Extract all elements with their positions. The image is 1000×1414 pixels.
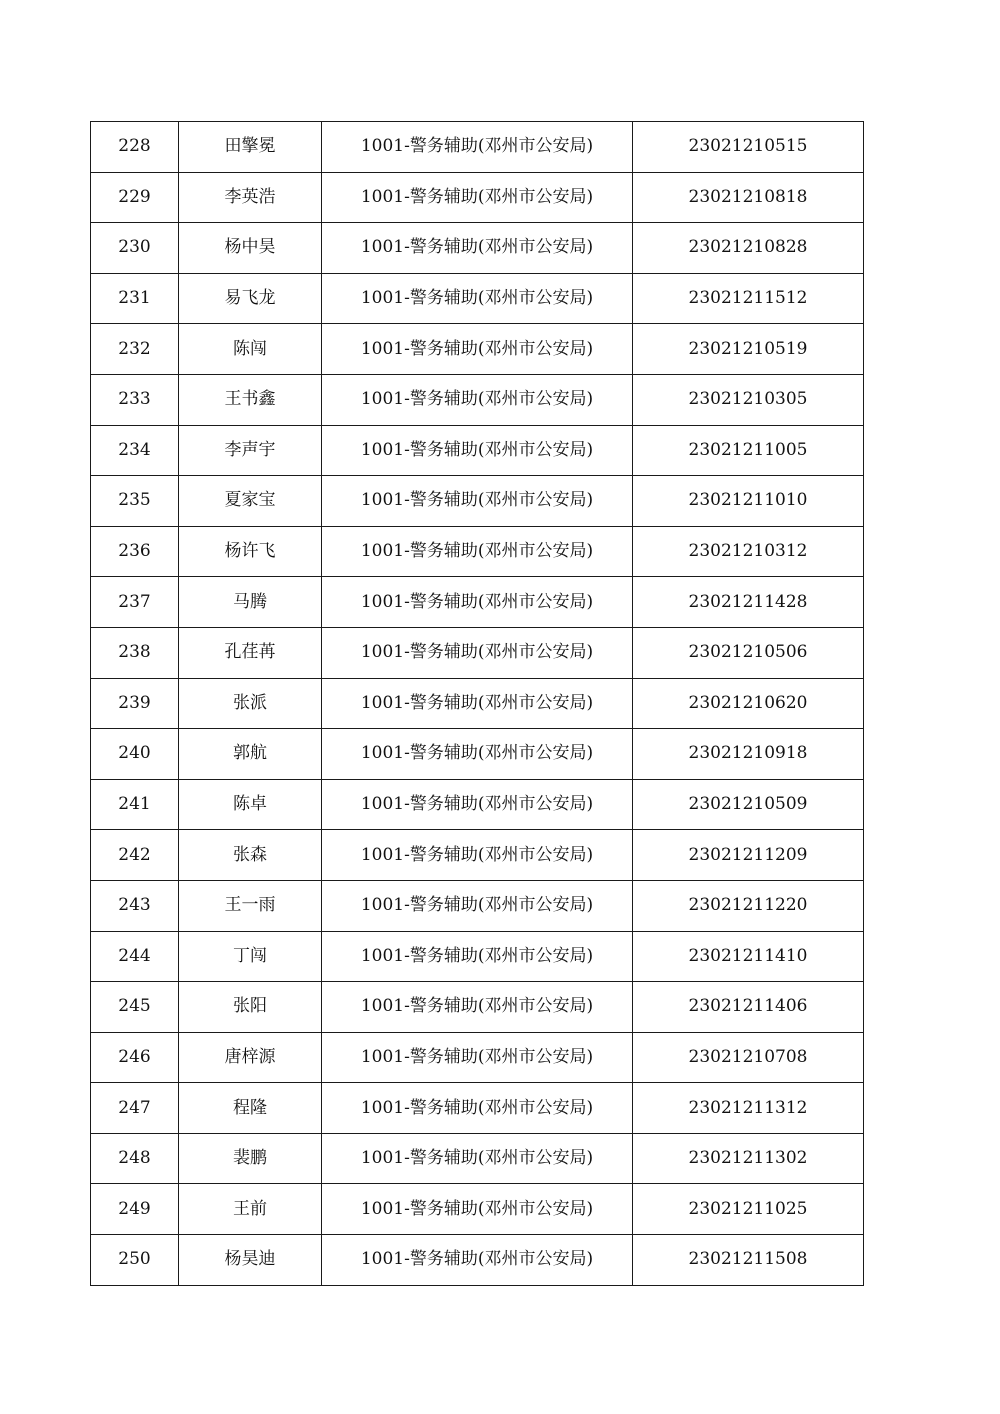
exam-ticket-number-cell: 23021211220 xyxy=(633,880,864,931)
candidate-name-cell: 易飞龙 xyxy=(179,273,322,324)
exam-ticket-number-cell: 23021211312 xyxy=(633,1083,864,1134)
exam-ticket-number-cell: 23021210818 xyxy=(633,172,864,223)
serial-number-cell: 248 xyxy=(91,1133,179,1184)
exam-ticket-number-cell: 23021211428 xyxy=(633,577,864,628)
candidate-name-cell: 张阳 xyxy=(179,982,322,1033)
exam-ticket-number-cell: 23021210620 xyxy=(633,678,864,729)
exam-ticket-number-cell: 23021211025 xyxy=(633,1184,864,1235)
table-row xyxy=(91,425,864,476)
exam-ticket-number-cell: 23021211508 xyxy=(633,1235,864,1286)
candidate-name-cell: 郭航 xyxy=(179,729,322,780)
exam-ticket-number-cell: 23021211209 xyxy=(633,830,864,881)
serial-number-cell: 244 xyxy=(91,931,179,982)
exam-ticket-number-cell: 23021211010 xyxy=(633,476,864,527)
serial-number-cell: 250 xyxy=(91,1235,179,1286)
exam-ticket-number-cell: 23021211005 xyxy=(633,425,864,476)
table-row xyxy=(91,627,864,678)
serial-number-cell: 229 xyxy=(91,172,179,223)
position-cell: 1001-警务辅助(邓州市公安局) xyxy=(322,223,633,274)
exam-ticket-number-cell: 23021210506 xyxy=(633,627,864,678)
table-row xyxy=(91,172,864,223)
exam-ticket-number-cell: 23021210305 xyxy=(633,374,864,425)
candidate-name-cell: 丁闯 xyxy=(179,931,322,982)
candidate-name-cell: 孔荏苒 xyxy=(179,627,322,678)
candidate-name-cell: 王一雨 xyxy=(179,880,322,931)
serial-number-cell: 230 xyxy=(91,223,179,274)
exam-ticket-number-cell: 23021210515 xyxy=(633,122,864,173)
serial-number-cell: 247 xyxy=(91,1083,179,1134)
serial-number-cell: 249 xyxy=(91,1184,179,1235)
exam-ticket-number-cell: 23021211410 xyxy=(633,931,864,982)
candidate-name-cell: 田擎冕 xyxy=(179,122,322,173)
table-row xyxy=(91,982,864,1033)
table-row xyxy=(91,577,864,628)
candidate-name-cell: 裴鹏 xyxy=(179,1133,322,1184)
candidate-name-cell: 王书鑫 xyxy=(179,374,322,425)
position-cell: 1001-警务辅助(邓州市公安局) xyxy=(322,122,633,173)
candidate-name-cell: 张森 xyxy=(179,830,322,881)
exam-ticket-number-cell: 23021211512 xyxy=(633,273,864,324)
position-cell: 1001-警务辅助(邓州市公安局) xyxy=(322,577,633,628)
table-row xyxy=(91,880,864,931)
candidate-name-cell: 杨昊迪 xyxy=(179,1235,322,1286)
position-cell: 1001-警务辅助(邓州市公安局) xyxy=(322,678,633,729)
candidate-name-cell: 张派 xyxy=(179,678,322,729)
table-row xyxy=(91,526,864,577)
serial-number-cell: 246 xyxy=(91,1032,179,1083)
position-cell: 1001-警务辅助(邓州市公安局) xyxy=(322,1184,633,1235)
position-cell: 1001-警务辅助(邓州市公安局) xyxy=(322,627,633,678)
candidate-name-cell: 杨许飞 xyxy=(179,526,322,577)
table-row xyxy=(91,324,864,375)
serial-number-cell: 232 xyxy=(91,324,179,375)
position-cell: 1001-警务辅助(邓州市公安局) xyxy=(322,779,633,830)
table-row xyxy=(91,1235,864,1286)
serial-number-cell: 245 xyxy=(91,982,179,1033)
position-cell: 1001-警务辅助(邓州市公安局) xyxy=(322,324,633,375)
table-row xyxy=(91,374,864,425)
exam-ticket-number-cell: 23021210828 xyxy=(633,223,864,274)
roster-table xyxy=(90,121,864,1286)
position-cell: 1001-警务辅助(邓州市公安局) xyxy=(322,1083,633,1134)
table-row xyxy=(91,1133,864,1184)
candidate-name-cell: 陈卓 xyxy=(179,779,322,830)
serial-number-cell: 233 xyxy=(91,374,179,425)
table-row xyxy=(91,1184,864,1235)
serial-number-cell: 240 xyxy=(91,729,179,780)
candidate-name-cell: 李英浩 xyxy=(179,172,322,223)
candidate-name-cell: 唐梓源 xyxy=(179,1032,322,1083)
roster-table-body xyxy=(91,122,864,1286)
position-cell: 1001-警务辅助(邓州市公安局) xyxy=(322,1032,633,1083)
table-row xyxy=(91,223,864,274)
serial-number-cell: 236 xyxy=(91,526,179,577)
position-cell: 1001-警务辅助(邓州市公安局) xyxy=(322,425,633,476)
position-cell: 1001-警务辅助(邓州市公安局) xyxy=(322,729,633,780)
table-row xyxy=(91,830,864,881)
exam-ticket-number-cell: 23021211406 xyxy=(633,982,864,1033)
exam-ticket-number-cell: 23021211302 xyxy=(633,1133,864,1184)
serial-number-cell: 228 xyxy=(91,122,179,173)
serial-number-cell: 238 xyxy=(91,627,179,678)
candidate-name-cell: 陈闯 xyxy=(179,324,322,375)
table-row xyxy=(91,273,864,324)
table-row xyxy=(91,678,864,729)
position-cell: 1001-警务辅助(邓州市公安局) xyxy=(322,1133,633,1184)
position-cell: 1001-警务辅助(邓州市公安局) xyxy=(322,273,633,324)
position-cell: 1001-警务辅助(邓州市公安局) xyxy=(322,982,633,1033)
position-cell: 1001-警务辅助(邓州市公安局) xyxy=(322,476,633,527)
exam-ticket-number-cell: 23021210918 xyxy=(633,729,864,780)
table-row xyxy=(91,1083,864,1134)
position-cell: 1001-警务辅助(邓州市公安局) xyxy=(322,374,633,425)
candidate-name-cell: 马腾 xyxy=(179,577,322,628)
serial-number-cell: 234 xyxy=(91,425,179,476)
exam-ticket-number-cell: 23021210312 xyxy=(633,526,864,577)
position-cell: 1001-警务辅助(邓州市公安局) xyxy=(322,880,633,931)
serial-number-cell: 231 xyxy=(91,273,179,324)
position-cell: 1001-警务辅助(邓州市公安局) xyxy=(322,526,633,577)
table-row xyxy=(91,476,864,527)
table-row xyxy=(91,931,864,982)
candidate-name-cell: 程隆 xyxy=(179,1083,322,1134)
candidate-name-cell: 李声宇 xyxy=(179,425,322,476)
candidate-name-cell: 杨中昊 xyxy=(179,223,322,274)
position-cell: 1001-警务辅助(邓州市公安局) xyxy=(322,830,633,881)
table-row xyxy=(91,729,864,780)
serial-number-cell: 242 xyxy=(91,830,179,881)
table-row xyxy=(91,122,864,173)
serial-number-cell: 243 xyxy=(91,880,179,931)
serial-number-cell: 239 xyxy=(91,678,179,729)
exam-ticket-number-cell: 23021210509 xyxy=(633,779,864,830)
exam-ticket-number-cell: 23021210519 xyxy=(633,324,864,375)
table-row xyxy=(91,779,864,830)
position-cell: 1001-警务辅助(邓州市公安局) xyxy=(322,172,633,223)
table-row xyxy=(91,1032,864,1083)
position-cell: 1001-警务辅助(邓州市公安局) xyxy=(322,931,633,982)
candidate-name-cell: 王前 xyxy=(179,1184,322,1235)
serial-number-cell: 237 xyxy=(91,577,179,628)
candidate-name-cell: 夏家宝 xyxy=(179,476,322,527)
serial-number-cell: 235 xyxy=(91,476,179,527)
position-cell: 1001-警务辅助(邓州市公安局) xyxy=(322,1235,633,1286)
serial-number-cell: 241 xyxy=(91,779,179,830)
exam-ticket-number-cell: 23021210708 xyxy=(633,1032,864,1083)
